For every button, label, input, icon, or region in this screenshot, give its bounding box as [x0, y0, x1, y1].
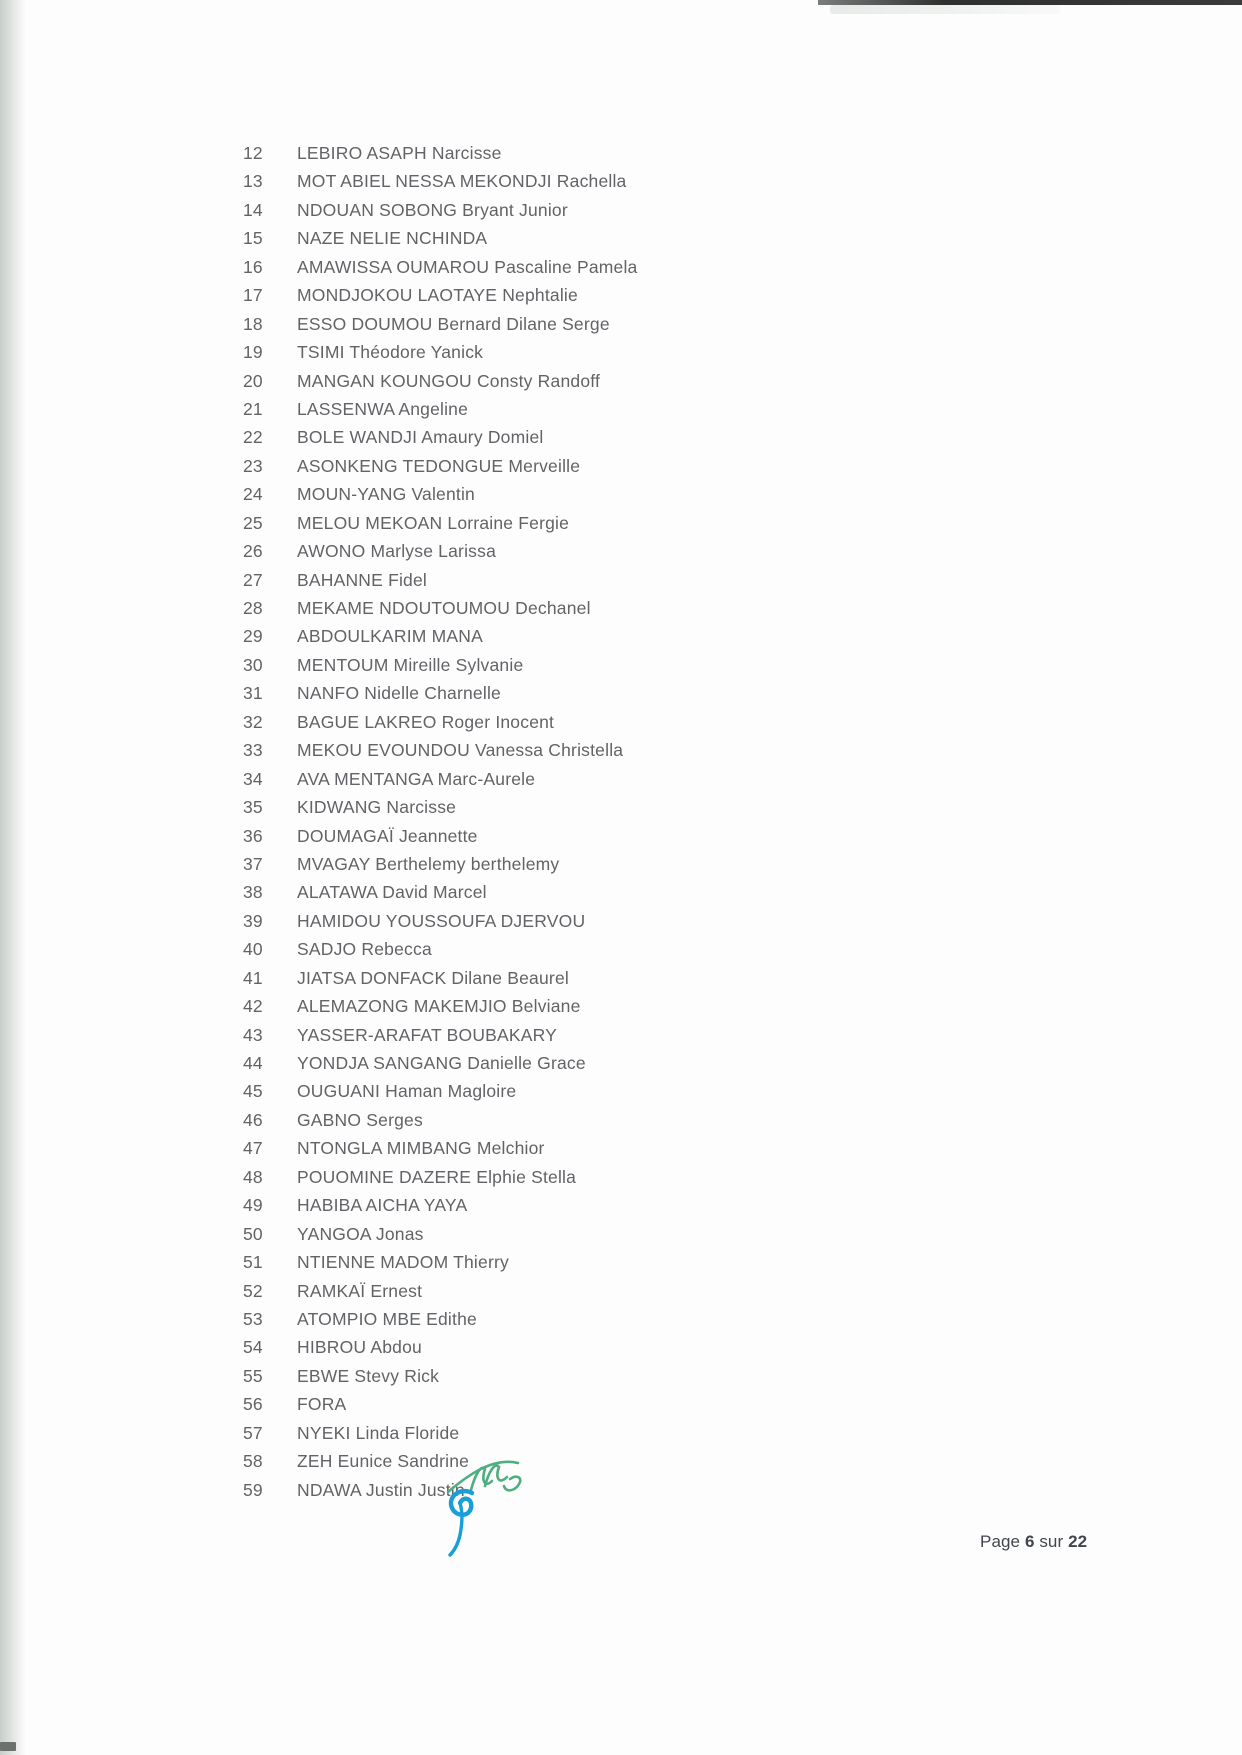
list-item: [243, 1077, 638, 1105]
footer-prefix: Page: [980, 1532, 1021, 1551]
entry-name: FORA: [297, 1394, 347, 1415]
list-item: [243, 167, 638, 195]
entry-number: 30: [243, 654, 263, 675]
list-item: [243, 139, 638, 167]
entry-number: 40: [243, 939, 263, 960]
entry-number: 56: [243, 1394, 263, 1415]
entry-number: 33: [243, 740, 263, 761]
entry-number: 24: [243, 484, 263, 505]
entry-number: 26: [243, 541, 263, 562]
entry-name: RAMKAÏ Ernest: [297, 1280, 423, 1301]
list-item: [243, 423, 638, 451]
list-item: [243, 622, 638, 650]
entry-name: MVAGAY Berthelemy berthelemy: [297, 853, 560, 874]
list-item: [243, 964, 638, 992]
scan-left-edge-shadow: [0, 0, 26, 1755]
footer-separator: sur: [1039, 1532, 1064, 1551]
list-item: [243, 1305, 638, 1333]
list-item: [243, 822, 638, 850]
entry-number: 13: [243, 171, 263, 192]
entry-number: 31: [243, 683, 263, 704]
list-item: [243, 566, 638, 594]
list-item: [243, 1049, 638, 1077]
entry-name: HAMIDOU YOUSSOUFA DJERVOU: [297, 910, 586, 931]
entry-name: OUGUANI Haman Magloire: [297, 1081, 517, 1102]
page-footer: [980, 1531, 1087, 1553]
entry-name: ALEMAZONG MAKEMJIO Belviane: [297, 996, 581, 1017]
list-item: [243, 1163, 638, 1191]
list-item: [243, 708, 638, 736]
entry-number: 28: [243, 598, 263, 618]
entry-name: ABDOULKARIM MANA: [297, 626, 484, 647]
entry-name: NANFO Nidelle Charnelle: [297, 683, 501, 704]
entry-name: BAGUE LAKREO Roger Inocent: [297, 711, 555, 732]
list-item: [243, 736, 638, 764]
entry-number: 23: [243, 455, 263, 476]
green-pen-stroke: [448, 1462, 520, 1492]
list-item: [243, 1134, 638, 1162]
entry-number: 27: [243, 569, 263, 590]
entry-number: 50: [243, 1223, 263, 1244]
list-item: [243, 253, 638, 281]
entry-name: AMAWISSA OUMAROU Pascaline Pamela: [297, 256, 638, 277]
entry-name: MEKAME NDOUTOUMOU Dechanel: [297, 598, 591, 618]
list-item: [243, 765, 638, 793]
entry-number: 29: [243, 626, 263, 647]
entry-number: 44: [243, 1053, 263, 1073]
list-item: [243, 992, 638, 1020]
footer-total-pages: 22: [1068, 1532, 1088, 1551]
list-item: [243, 196, 638, 224]
entry-number: 35: [243, 797, 263, 818]
list-item: [243, 395, 638, 423]
entry-name: MOUN-YANG Valentin: [297, 484, 475, 505]
entry-number: 47: [243, 1138, 263, 1159]
footer-page-number: 6: [1024, 1532, 1035, 1551]
entry-name: YANGOA Jonas: [297, 1223, 424, 1244]
entry-name: SADJO Rebecca: [297, 939, 432, 960]
entry-number: 17: [243, 285, 263, 306]
entry-number: 20: [243, 370, 263, 391]
scan-smudge: [830, 5, 1060, 14]
entry-number: 39: [243, 910, 263, 931]
list-item: [243, 1277, 638, 1305]
entry-name: POUOMINE DAZERE Elphie Stella: [297, 1166, 577, 1187]
entry-name: MELOU MEKOAN Lorraine Fergie: [297, 512, 570, 533]
scan-bottom-corner-artifact: [0, 1742, 16, 1751]
entry-name: NDAWA Justin Justin: [297, 1479, 465, 1500]
entry-name: BAHANNE Fidel: [297, 569, 427, 590]
entry-name: GABNO Serges: [297, 1109, 423, 1130]
entry-number: 34: [243, 768, 263, 789]
entry-number: 49: [243, 1195, 263, 1216]
list-item: [243, 537, 638, 565]
entry-name: EBWE Stevy Rick: [297, 1365, 440, 1386]
list-item: [243, 1021, 638, 1049]
entry-number: 55: [243, 1365, 263, 1386]
entry-name: AVA MENTANGA Marc-Aurele: [297, 768, 536, 789]
entry-number: 38: [243, 882, 263, 903]
list-item: [243, 878, 638, 906]
entry-name: NAZE NELIE NCHINDA: [297, 228, 488, 249]
blue-pen-stroke: [450, 1491, 472, 1555]
entry-number: 14: [243, 199, 263, 220]
list-item: [243, 793, 638, 821]
entry-name: ESSO DOUMOU Bernard Dilane Serge: [297, 313, 610, 334]
entry-name: KIDWANG Narcisse: [297, 797, 457, 818]
entry-name: HIBROU Abdou: [297, 1337, 422, 1358]
entry-name: ZEH Eunice Sandrine: [297, 1451, 470, 1472]
entry-number: 19: [243, 342, 263, 363]
entry-number: 32: [243, 711, 263, 732]
entry-name: ATOMPIO MBE Edithe: [297, 1308, 477, 1329]
list-item: [243, 1248, 638, 1276]
entry-number: 52: [243, 1280, 263, 1301]
entry-number: 18: [243, 313, 263, 334]
entry-number: 58: [243, 1451, 263, 1472]
entry-number: 12: [243, 143, 263, 163]
list-item: [243, 367, 638, 395]
entry-name: YONDJA SANGANG Danielle Grace: [297, 1053, 586, 1073]
list-item: [243, 1390, 638, 1418]
entry-number: 53: [243, 1308, 263, 1329]
entry-name: DOUMAGAÏ Jeannette: [297, 825, 478, 846]
entry-number: 37: [243, 853, 263, 874]
entry-number: 25: [243, 512, 263, 533]
list-item: [243, 594, 638, 622]
entry-number: 41: [243, 967, 263, 988]
list-item: [243, 452, 638, 480]
list-item: [243, 338, 638, 366]
entry-name: JIATSA DONFACK Dilane Beaurel: [297, 967, 569, 988]
entry-name: LASSENWA Angeline: [297, 398, 469, 419]
name-list: [243, 139, 638, 1504]
list-item: [243, 224, 638, 252]
entry-name: ALATAWA David Marcel: [297, 882, 487, 903]
entry-name: HABIBA AICHA YAYA: [297, 1195, 468, 1216]
handwritten-annotation: [438, 1448, 548, 1578]
entry-number: 42: [243, 996, 263, 1017]
entry-number: 51: [243, 1252, 263, 1273]
list-item: [243, 509, 638, 537]
entry-name: NDOUAN SOBONG Bryant Junior: [297, 199, 568, 220]
list-item: [243, 310, 638, 338]
list-item: [243, 281, 638, 309]
list-item: [243, 480, 638, 508]
entry-number: 21: [243, 398, 263, 419]
entry-number: 57: [243, 1422, 263, 1443]
entry-name: MOT ABIEL NESSA MEKONDJI Rachella: [297, 171, 627, 192]
entry-name: MENTOUM Mireille Sylvanie: [297, 654, 524, 675]
list-item: [243, 1419, 638, 1447]
entry-name: NTONGLA MIMBANG Melchior: [297, 1138, 545, 1159]
entry-number: 43: [243, 1024, 263, 1045]
entry-name: MANGAN KOUNGOU Consty Randoff: [297, 370, 601, 391]
list-item: [243, 850, 638, 878]
entry-name: LEBIRO ASAPH Narcisse: [297, 143, 502, 163]
list-item: [243, 1333, 638, 1361]
entry-number: 15: [243, 228, 263, 249]
entry-name: ASONKENG TEDONGUE Merveille: [297, 455, 581, 476]
list-item: [243, 1106, 638, 1134]
list-item: [243, 935, 638, 963]
entry-name: NYEKI Linda Floride: [297, 1422, 460, 1443]
list-item: [243, 679, 638, 707]
entry-number: 36: [243, 825, 263, 846]
entry-number: 54: [243, 1337, 263, 1358]
entry-number: 59: [243, 1479, 263, 1500]
list-item: [243, 1191, 638, 1219]
entry-name: TSIMI Théodore Yanick: [297, 342, 484, 363]
list-item: [243, 1362, 638, 1390]
entry-number: 48: [243, 1166, 263, 1187]
entry-number: 46: [243, 1109, 263, 1130]
entry-number: 16: [243, 256, 263, 277]
entry-name: MEKOU EVOUNDOU Vanessa Christella: [297, 740, 624, 761]
entry-number: 22: [243, 427, 263, 448]
entry-number: 45: [243, 1081, 263, 1102]
entry-name: MONDJOKOU LAOTAYE Nephtalie: [297, 285, 578, 306]
list-item: [243, 651, 638, 679]
entry-name: NTIENNE MADOM Thierry: [297, 1252, 509, 1273]
list-item: [243, 907, 638, 935]
entry-name: BOLE WANDJI Amaury Domiel: [297, 427, 544, 448]
entry-name: YASSER-ARAFAT BOUBAKARY: [297, 1024, 558, 1045]
entry-name: AWONO Marlyse Larissa: [297, 541, 496, 562]
list-item: [243, 1220, 638, 1248]
